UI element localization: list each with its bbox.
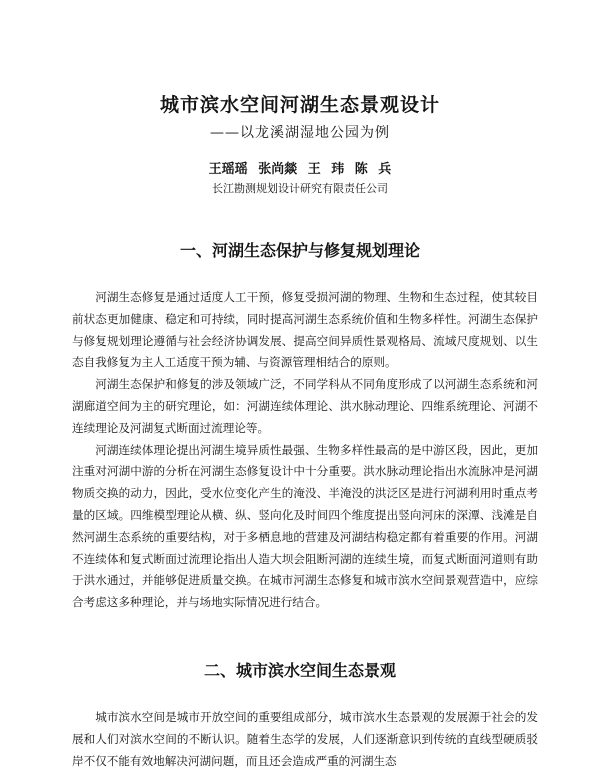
paper-title: 城市滨水空间河湖生态景观设计	[159, 94, 440, 116]
section-heading-1: 一、河湖生态保护与修复规划理论	[179, 241, 420, 260]
author-affiliation: 长江勘测规划设计研究有限责任公司	[212, 182, 388, 195]
section-heading-2: 二、城市滨水空间生态景观	[203, 661, 396, 680]
paper-subtitle: ——以龙溪湖湿地公园为例	[210, 125, 390, 141]
paragraph: 河湖生态保护和修复的涉及领域广泛，不同学科从不同角度形成了以河湖生态系统和河湖廊道空间为主的研究理论，如：河湖连续体理论、洪水脉动理论、四维系统理论、河湖不连续理论及河湖复式断面过流理论等。	[72, 377, 538, 435]
paragraph: 河湖连续体理论提出河湖生境异质性最强、生物多样性最高的是中游区段，因此，更加注重对河湖中游的分析在河湖生态修复设计中十分重要。洪水脉动理论指出水流脉冲是河湖物质交换的动力，因此，受水位变化产生的淹没、半淹没的洪泛区是进行河湖利用时重点考量的区域。四维模型理论从横、纵、竖向化及时间四个维度提出竖向河床的深潭、浅滩是自然河湖生态系统的重要结构，对于多栖息地的营建及河湖结构稳定都有着重要的作用。河湖不连续体和复式断面过流理论指出人造大坝会阻断河湖的连续生境，而复式断面河道则有助于洪水通过，并能够促进质量交换。在城市河湖生态修复和城市滨水空间景观营造中，应综合考虑这多种理论，并与场地实际情况进行结合。	[72, 442, 538, 610]
section-2-body	[72, 707, 538, 769]
author-list: 王瑶瑶 张尚燚 王 玮 陈 兵	[208, 162, 392, 177]
section-1-body	[72, 287, 538, 614]
paragraph: 城市滨水空间是城市开放空间的重要组成部分，城市滨水生态景观的发展源于社会的发展和人们对滨水空间的不断认识。随着生态学的发展，人们逐渐意识到传统的直线型硬质驳岸不仅不能有效地解决河湖问题，而且还会造成严重的河湖生态	[72, 710, 538, 768]
paragraph: 河湖生态修复是通过适度人工干预，修复受损河湖的物理、生物和生态过程，使其较目前状态更加健康、稳定和可持续，同时提高河湖生态系统价值和生物多样性。河湖生态保护与修复规划理论遵循与社会经济协调发展、提高空间异质性景观格局、流域尺度规划、以生态自我修复为主人工适度干预为辅、与资源管理相结合的原则。	[72, 290, 538, 370]
